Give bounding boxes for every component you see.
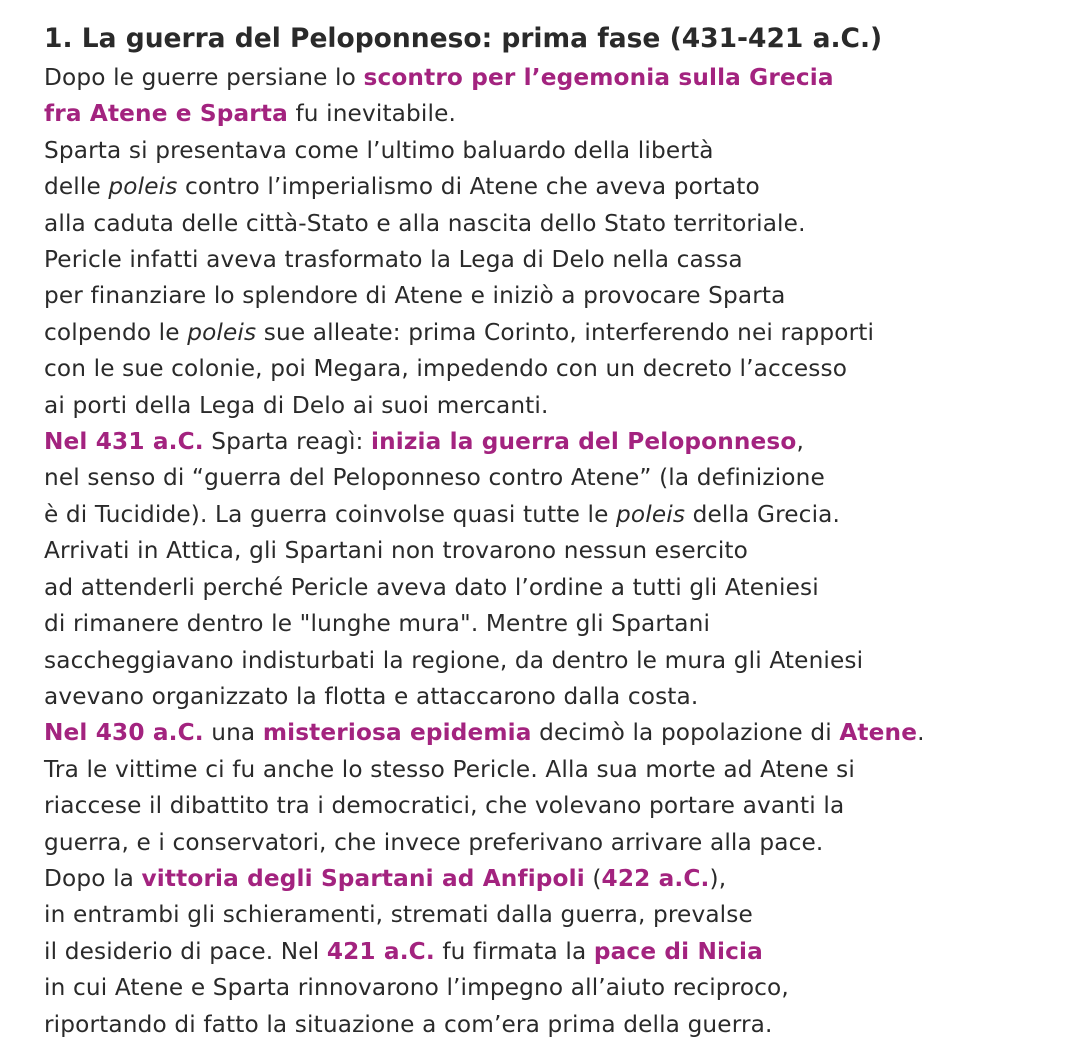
highlighted-term: Nel 430 a.C. xyxy=(44,719,204,747)
highlighted-term: fra Atene e Sparta xyxy=(44,100,288,128)
section-heading: 1. La guerra del Peloponneso: prima fase (431-421 a.C.) xyxy=(44,23,883,54)
text-run: riaccese il dibattito tra i democratici, che volevano portare avanti la xyxy=(44,792,845,820)
highlighted-term: scontro per l’egemonia sulla Grecia xyxy=(363,64,834,91)
text-line xyxy=(44,897,1064,933)
text-run: Dopo la xyxy=(44,864,142,892)
text-line xyxy=(44,351,1064,387)
highlighted-term: misteriosa epidemia xyxy=(262,719,532,747)
text-run: riportando di fatto la situazione a com’era prima della guerra. xyxy=(44,1010,773,1038)
highlighted-term: vittoria degli Spartani ad Anfipoli xyxy=(141,864,585,892)
body-paragraph xyxy=(44,60,1064,1043)
text-run: è di Tucidide). La guerra coinvolse quasi tutte le xyxy=(44,500,617,528)
text-line xyxy=(44,169,1064,205)
text-run: . xyxy=(917,719,925,747)
text-line xyxy=(44,643,1064,679)
text-run: delle xyxy=(44,173,109,201)
text-run: Pericle infatti aveva trasformato la Lega di Delo nella cassa xyxy=(44,246,743,274)
text-line xyxy=(44,825,1064,861)
text-run: guerra, e i conservatori, che invece preferivano arrivare alla pace. xyxy=(44,828,824,856)
highlighted-term: inizia la guerra del Peloponneso xyxy=(371,428,797,456)
document-page xyxy=(44,20,1064,1043)
text-run: decimò la popolazione di xyxy=(531,719,840,747)
highlighted-term: Nel 431 a.C. xyxy=(44,428,204,456)
text-line xyxy=(44,788,1064,824)
text-run: fu firmata la xyxy=(434,937,594,965)
text-line xyxy=(44,497,1064,533)
text-line xyxy=(44,133,1064,169)
text-line xyxy=(44,206,1064,242)
text-run: Dopo le guerre persiane lo xyxy=(44,64,364,91)
text-line xyxy=(44,96,1064,132)
text-run: con le sue colonie, poi Megara, impedendo con un decreto l’accesso xyxy=(44,355,848,383)
text-run: avevano organizzato la flotta e attaccarono dalla costa. xyxy=(44,682,699,710)
text-line xyxy=(44,570,1064,606)
text-run: della Grecia. xyxy=(685,500,841,528)
text-line xyxy=(44,1007,1064,1043)
highlighted-term: pace di Nicia xyxy=(593,937,763,965)
text-line xyxy=(44,861,1064,897)
text-line xyxy=(44,242,1064,278)
text-line xyxy=(44,315,1064,351)
highlighted-term: Atene xyxy=(839,719,918,747)
text-line xyxy=(44,533,1064,569)
text-line xyxy=(44,278,1064,314)
text-run: ai porti della Lega di Delo ai suoi mercanti. xyxy=(44,391,549,419)
text-line xyxy=(44,388,1064,424)
text-run: per finanziare lo splendore di Atene e iniziò a provocare Sparta xyxy=(44,282,786,310)
text-run: in cui Atene e Sparta rinnovarono l’impegno all’aiuto reciproco, xyxy=(44,974,789,1002)
text-run: Sparta si presentava come l’ultimo baluardo della libertà xyxy=(44,136,714,164)
text-run: contro l’imperialismo di Atene che aveva portato xyxy=(177,173,760,201)
text-run: colpendo le xyxy=(44,318,188,346)
text-run: Arrivati in Attica, gli Spartani non trovarono nessun esercito xyxy=(44,537,748,565)
text-run: una xyxy=(203,719,263,747)
text-line xyxy=(44,715,1064,751)
text-run: il desiderio di pace. Nel xyxy=(44,937,327,965)
text-run: sue alleate: prima Corinto, interferendo nei rapporti xyxy=(256,318,875,346)
text-run: Tra le vittime ci fu anche lo stesso Pericle. Alla sua morte ad Atene si xyxy=(44,755,855,783)
text-run: saccheggiavano indisturbati la regione, da dentro le mura gli Ateniesi xyxy=(44,646,864,674)
text-line xyxy=(44,679,1064,715)
text-line xyxy=(44,424,1064,460)
text-line xyxy=(44,606,1064,642)
text-run: nel senso di “guerra del Peloponneso contro Atene” (la definizione xyxy=(44,464,825,492)
highlighted-term: 421 a.C. xyxy=(326,937,435,965)
text-line xyxy=(44,934,1064,970)
text-line xyxy=(44,460,1064,496)
text-run: Sparta reagì: xyxy=(203,428,372,456)
italic-term: poleis xyxy=(187,318,257,346)
text-line xyxy=(44,60,1064,96)
text-line xyxy=(44,970,1064,1006)
highlighted-term: 422 a.C. xyxy=(601,864,710,892)
text-run: , xyxy=(796,428,804,456)
text-run: alla caduta delle città-Stato e alla nascita dello Stato territoriale. xyxy=(44,209,806,237)
text-line xyxy=(44,752,1064,788)
text-run: ad attenderli perché Pericle aveva dato l’ordine a tutti gli Ateniesi xyxy=(44,573,819,601)
text-run: in entrambi gli schieramenti, stremati dalla guerra, prevalse xyxy=(44,901,753,929)
italic-term: poleis xyxy=(616,500,686,528)
text-run: fu inevitabile. xyxy=(287,100,457,128)
italic-term: poleis xyxy=(108,173,178,201)
text-run: di rimanere dentro le "lunghe mura". Mentre gli Spartani xyxy=(44,610,711,638)
text-run: ( xyxy=(584,864,602,892)
text-run: ), xyxy=(709,864,727,892)
